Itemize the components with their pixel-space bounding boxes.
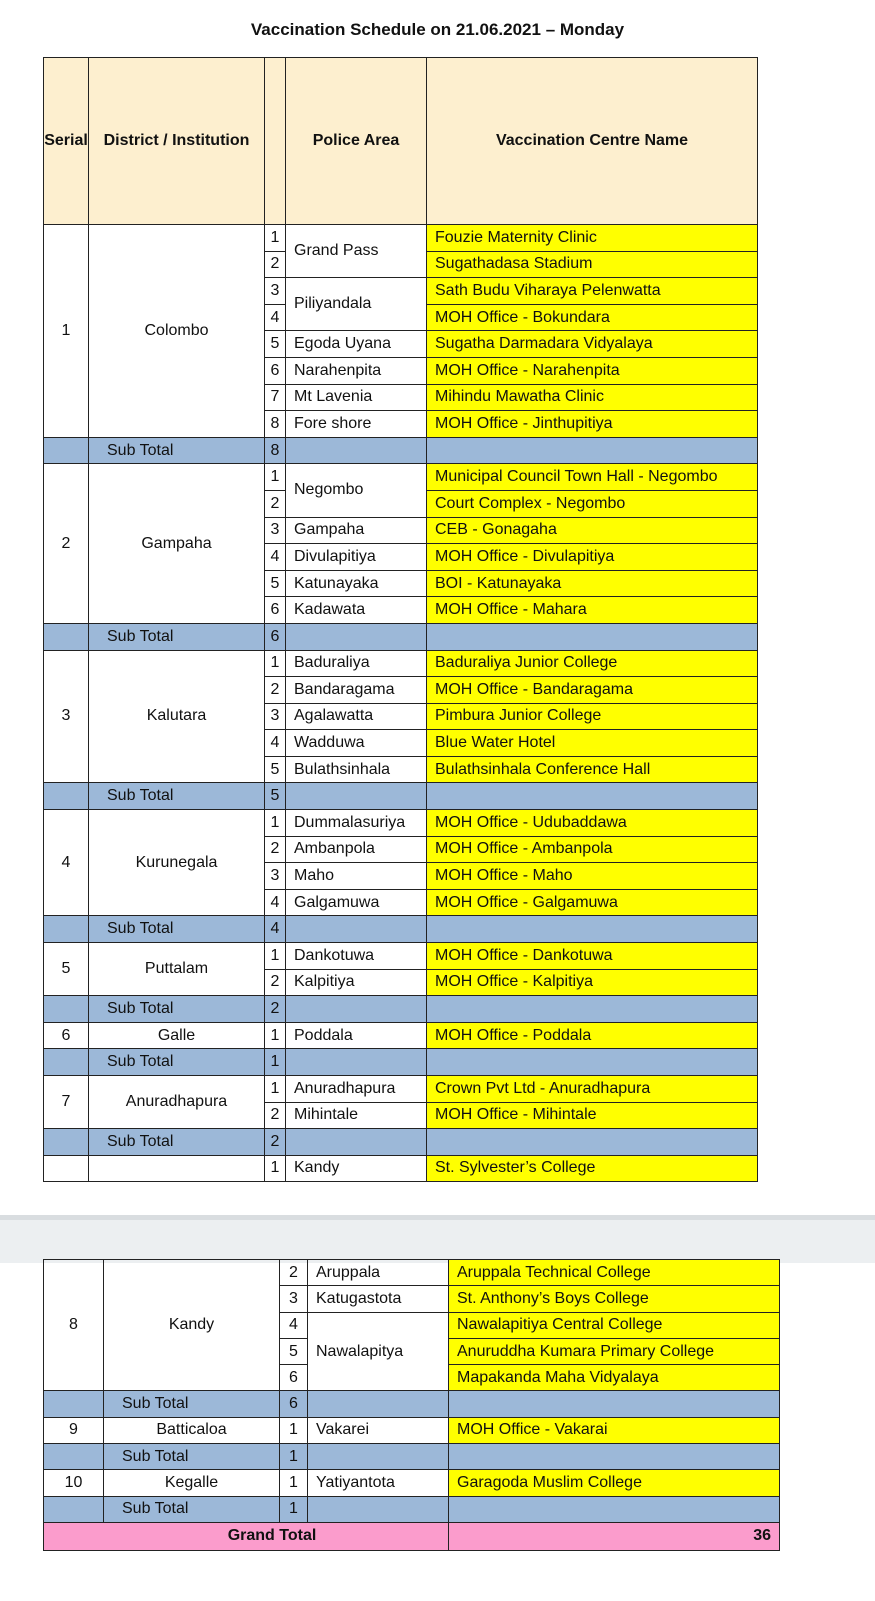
- row-number-cell: 1: [265, 1076, 286, 1103]
- row-number-cell: 4: [265, 730, 286, 757]
- sub-total-blank: [427, 916, 758, 943]
- police-area-cell: Dankotuwa: [286, 943, 427, 970]
- table-row: [44, 1470, 780, 1496]
- police-area-cell: Bulathsinhala: [286, 756, 427, 783]
- sub-total-blank: [308, 1444, 449, 1470]
- police-area-cell: Grand Pass: [286, 225, 427, 278]
- vaccination-centre-cell: MOH Office - Jinthupitiya: [427, 411, 758, 438]
- sub-total-value: 2: [265, 996, 286, 1023]
- sub-total-blank: [44, 1496, 104, 1522]
- header-serial: Serial: [44, 58, 89, 225]
- sub-total-blank: [427, 1129, 758, 1156]
- header-district: District / Institution: [89, 58, 265, 225]
- sub-total-value: 4: [265, 916, 286, 943]
- sub-total-blank: [44, 1129, 89, 1156]
- table-row: [44, 1022, 758, 1049]
- row-number-cell: 2: [265, 490, 286, 517]
- vaccination-centre-cell: Pimbura Junior College: [427, 703, 758, 730]
- police-area-cell: Poddala: [286, 1022, 427, 1049]
- police-area-cell: Kandy: [286, 1155, 427, 1181]
- serial-cell: 9: [44, 1417, 104, 1443]
- sub-total-label: Sub Total: [89, 623, 265, 650]
- vaccination-centre-cell: MOH Office - Bokundara: [427, 304, 758, 331]
- police-area-cell: Egoda Uyana: [286, 331, 427, 358]
- police-area-cell: Galgamuwa: [286, 889, 427, 916]
- vaccination-centre-cell: Aruppala Technical College: [449, 1260, 780, 1286]
- serial-cell: [44, 1155, 89, 1181]
- police-area-cell: Dummalasuriya: [286, 810, 427, 837]
- sub-total-label: Sub Total: [104, 1391, 280, 1417]
- row-number-cell: 1: [265, 1022, 286, 1049]
- sub-total-blank: [44, 437, 89, 464]
- sub-total-blank: [308, 1391, 449, 1417]
- row-number-cell: 5: [265, 331, 286, 358]
- sub-total-label: Sub Total: [89, 437, 265, 464]
- police-area-cell: Fore shore: [286, 411, 427, 438]
- table-row: [44, 1417, 780, 1443]
- row-number-cell: 4: [265, 889, 286, 916]
- row-number-cell: 4: [265, 544, 286, 571]
- sub-total-blank: [44, 996, 89, 1023]
- sub-total-label: Sub Total: [89, 1129, 265, 1156]
- sub-total-blank: [44, 916, 89, 943]
- row-number-cell: 1: [265, 810, 286, 837]
- row-number-cell: 6: [265, 597, 286, 624]
- sub-total-blank: [286, 437, 427, 464]
- sub-total-blank: [427, 623, 758, 650]
- vaccination-centre-cell: MOH Office - Mahara: [427, 597, 758, 624]
- sub-total-blank: [427, 1049, 758, 1076]
- schedule-table-page-2: [43, 1259, 780, 1551]
- vaccination-centre-cell: Crown Pvt Ltd - Anuradhapura: [427, 1076, 758, 1103]
- vaccination-centre-cell: MOH Office - Narahenpita: [427, 357, 758, 384]
- row-number-cell: 3: [265, 517, 286, 544]
- vaccination-centre-cell: MOH Office - Dankotuwa: [427, 943, 758, 970]
- row-number-cell: 2: [265, 836, 286, 863]
- vaccination-centre-cell: Mihindu Mawatha Clinic: [427, 384, 758, 411]
- district-cell: Kurunegala: [89, 810, 265, 916]
- sub-total-value: 2: [265, 1129, 286, 1156]
- row-number-cell: 2: [280, 1260, 308, 1286]
- row-number-cell: 5: [265, 570, 286, 597]
- police-area-cell: Gampaha: [286, 517, 427, 544]
- sub-total-row: [44, 623, 758, 650]
- district-cell: Kandy: [104, 1260, 280, 1391]
- police-area-cell: Aruppala: [308, 1260, 449, 1286]
- row-number-cell: 5: [265, 756, 286, 783]
- row-number-cell: 2: [265, 677, 286, 704]
- row-number-cell: 3: [265, 278, 286, 305]
- table-row: [44, 225, 758, 252]
- vaccination-centre-cell: Sath Budu Viharaya Pelenwatta: [427, 278, 758, 305]
- table-row: [44, 1076, 758, 1103]
- row-number-cell: 1: [280, 1417, 308, 1443]
- vaccination-centre-cell: MOH Office - Udubaddawa: [427, 810, 758, 837]
- sub-total-blank: [449, 1444, 780, 1470]
- sub-total-label: Sub Total: [89, 996, 265, 1023]
- serial-cell: 5: [44, 943, 89, 996]
- vaccination-centre-cell: Garagoda Muslim College: [449, 1470, 780, 1496]
- district-cell: Galle: [89, 1022, 265, 1049]
- header-number: [265, 58, 286, 225]
- sub-total-blank: [286, 916, 427, 943]
- serial-cell: 3: [44, 650, 89, 783]
- police-area-cell: Nawalapitya: [308, 1312, 449, 1391]
- grand-total-value: 36: [449, 1522, 780, 1550]
- table-row: [44, 650, 758, 677]
- serial-cell: 4: [44, 810, 89, 916]
- table-row: [44, 943, 758, 970]
- row-number-cell: 2: [265, 969, 286, 996]
- sub-total-value: 1: [265, 1049, 286, 1076]
- vaccination-centre-cell: MOH Office - Galgamuwa: [427, 889, 758, 916]
- police-area-cell: Ambanpola: [286, 836, 427, 863]
- vaccination-centre-cell: MOH Office - Ambanpola: [427, 836, 758, 863]
- vaccination-centre-cell: Bulathsinhala Conference Hall: [427, 756, 758, 783]
- vaccination-centre-cell: Nawalapitiya Central College: [449, 1312, 780, 1338]
- row-number-cell: 3: [265, 863, 286, 890]
- header-police-area: Police Area: [286, 58, 427, 225]
- table-row: [44, 1155, 758, 1181]
- sub-total-value: 8: [265, 437, 286, 464]
- sub-total-row: [44, 1129, 758, 1156]
- police-area-cell: Maho: [286, 863, 427, 890]
- row-number-cell: 5: [280, 1338, 308, 1364]
- police-area-cell: Vakarei: [308, 1417, 449, 1443]
- vaccination-centre-cell: St. Anthony’s Boys College: [449, 1286, 780, 1312]
- sub-total-blank: [427, 996, 758, 1023]
- vaccination-centre-cell: Sugathadasa Stadium: [427, 251, 758, 278]
- vaccination-centre-cell: Anuruddha Kumara Primary College: [449, 1338, 780, 1364]
- vaccination-centre-cell: MOH Office - Vakarai: [449, 1417, 780, 1443]
- row-number-cell: 4: [265, 304, 286, 331]
- vaccination-centre-cell: Court Complex - Negombo: [427, 490, 758, 517]
- police-area-cell: Kalpitiya: [286, 969, 427, 996]
- sub-total-blank: [286, 783, 427, 810]
- sub-total-row: [44, 916, 758, 943]
- table-row: [44, 1260, 780, 1286]
- district-cell: Kalutara: [89, 650, 265, 783]
- vaccination-centre-cell: Mapakanda Maha Vidyalaya: [449, 1365, 780, 1391]
- serial-cell: 1: [44, 225, 89, 438]
- vaccination-centre-cell: MOH Office - Mihintale: [427, 1102, 758, 1129]
- vaccination-centre-cell: Blue Water Hotel: [427, 730, 758, 757]
- row-number-cell: 1: [265, 650, 286, 677]
- sub-total-label: Sub Total: [89, 1049, 265, 1076]
- police-area-cell: Wadduwa: [286, 730, 427, 757]
- row-number-cell: 7: [265, 384, 286, 411]
- police-area-cell: Baduraliya: [286, 650, 427, 677]
- district-cell: Anuradhapura: [89, 1076, 265, 1129]
- row-number-cell: 1: [265, 225, 286, 252]
- district-cell: Colombo: [89, 225, 265, 438]
- row-number-cell: 1: [265, 943, 286, 970]
- sub-total-blank: [44, 783, 89, 810]
- sub-total-row: [44, 437, 758, 464]
- police-area-cell: Mt Lavenia: [286, 384, 427, 411]
- district-cell: Batticaloa: [104, 1417, 280, 1443]
- sub-total-blank: [427, 437, 758, 464]
- sub-total-row: [44, 1496, 780, 1522]
- police-area-cell: Katugastota: [308, 1286, 449, 1312]
- sub-total-blank: [286, 996, 427, 1023]
- vaccination-centre-cell: Baduraliya Junior College: [427, 650, 758, 677]
- sub-total-blank: [286, 1129, 427, 1156]
- police-area-cell: Kadawata: [286, 597, 427, 624]
- serial-cell: 7: [44, 1076, 89, 1129]
- serial-cell: 8: [44, 1260, 104, 1391]
- sub-total-blank: [308, 1496, 449, 1522]
- sub-total-label: Sub Total: [104, 1444, 280, 1470]
- vaccination-centre-cell: St. Sylvester’s College: [427, 1155, 758, 1181]
- table-row: [44, 464, 758, 491]
- sub-total-value: 1: [280, 1496, 308, 1522]
- police-area-cell: Yatiyantota: [308, 1470, 449, 1496]
- serial-cell: 6: [44, 1022, 89, 1049]
- vaccination-centre-cell: MOH Office - Divulapitiya: [427, 544, 758, 571]
- district-cell: Puttalam: [89, 943, 265, 996]
- sub-total-value: 6: [280, 1391, 308, 1417]
- police-area-cell: Mihintale: [286, 1102, 427, 1129]
- row-number-cell: 4: [280, 1312, 308, 1338]
- schedule-table-page-1: [43, 57, 758, 1182]
- grand-total-label: Grand Total: [44, 1522, 449, 1550]
- table-header-row: [44, 58, 758, 225]
- page-title: Vaccination Schedule on 21.06.2021 – Monday: [250, 20, 625, 39]
- serial-cell: 10: [44, 1470, 104, 1496]
- row-number-cell: 3: [265, 703, 286, 730]
- row-number-cell: 8: [265, 411, 286, 438]
- row-number-cell: 1: [280, 1470, 308, 1496]
- row-number-cell: 2: [265, 1102, 286, 1129]
- sub-total-blank: [449, 1391, 780, 1417]
- police-area-cell: Divulapitiya: [286, 544, 427, 571]
- vaccination-centre-cell: Sugatha Darmadara Vidyalaya: [427, 331, 758, 358]
- vaccination-centre-cell: MOH Office - Maho: [427, 863, 758, 890]
- sub-total-blank: [286, 623, 427, 650]
- row-number-cell: 1: [265, 464, 286, 491]
- vaccination-centre-cell: Fouzie Maternity Clinic: [427, 225, 758, 252]
- police-area-cell: Bandaragama: [286, 677, 427, 704]
- row-number-cell: 6: [265, 357, 286, 384]
- vaccination-centre-cell: Municipal Council Town Hall - Negombo: [427, 464, 758, 491]
- police-area-cell: Agalawatta: [286, 703, 427, 730]
- sub-total-blank: [286, 1049, 427, 1076]
- sub-total-row: [44, 1049, 758, 1076]
- vaccination-centre-cell: CEB - Gonagaha: [427, 517, 758, 544]
- district-cell: [89, 1155, 265, 1181]
- page-break: [0, 1215, 875, 1263]
- sub-total-blank: [449, 1496, 780, 1522]
- sub-total-blank: [44, 1391, 104, 1417]
- district-cell: Gampaha: [89, 464, 265, 624]
- police-area-cell: Piliyandala: [286, 278, 427, 331]
- vaccination-centre-cell: BOI - Katunayaka: [427, 570, 758, 597]
- sub-total-value: 1: [280, 1444, 308, 1470]
- police-area-cell: Anuradhapura: [286, 1076, 427, 1103]
- serial-cell: 2: [44, 464, 89, 624]
- police-area-cell: Narahenpita: [286, 357, 427, 384]
- sub-total-row: [44, 1444, 780, 1470]
- police-area-cell: Katunayaka: [286, 570, 427, 597]
- row-number-cell: 1: [265, 1155, 286, 1181]
- sub-total-label: Sub Total: [104, 1496, 280, 1522]
- row-number-cell: 3: [280, 1286, 308, 1312]
- row-number-cell: 6: [280, 1365, 308, 1391]
- header-centre: Vaccination Centre Name: [427, 58, 758, 225]
- table-body-page-2: [44, 1260, 780, 1551]
- vaccination-centre-cell: MOH Office - Poddala: [427, 1022, 758, 1049]
- sub-total-row: [44, 783, 758, 810]
- district-cell: Kegalle: [104, 1470, 280, 1496]
- sub-total-blank: [44, 1049, 89, 1076]
- sub-total-blank: [44, 1444, 104, 1470]
- sub-total-blank: [44, 623, 89, 650]
- grand-total-row: [44, 1522, 780, 1550]
- sub-total-row: [44, 1391, 780, 1417]
- vaccination-centre-cell: MOH Office - Bandaragama: [427, 677, 758, 704]
- sub-total-value: 6: [265, 623, 286, 650]
- sub-total-label: Sub Total: [89, 783, 265, 810]
- sub-total-value: 5: [265, 783, 286, 810]
- row-number-cell: 2: [265, 251, 286, 278]
- table-body-page-1: [44, 225, 758, 1182]
- police-area-cell: Negombo: [286, 464, 427, 517]
- sub-total-label: Sub Total: [89, 916, 265, 943]
- table-row: [44, 810, 758, 837]
- sub-total-blank: [427, 783, 758, 810]
- sub-total-row: [44, 996, 758, 1023]
- vaccination-centre-cell: MOH Office - Kalpitiya: [427, 969, 758, 996]
